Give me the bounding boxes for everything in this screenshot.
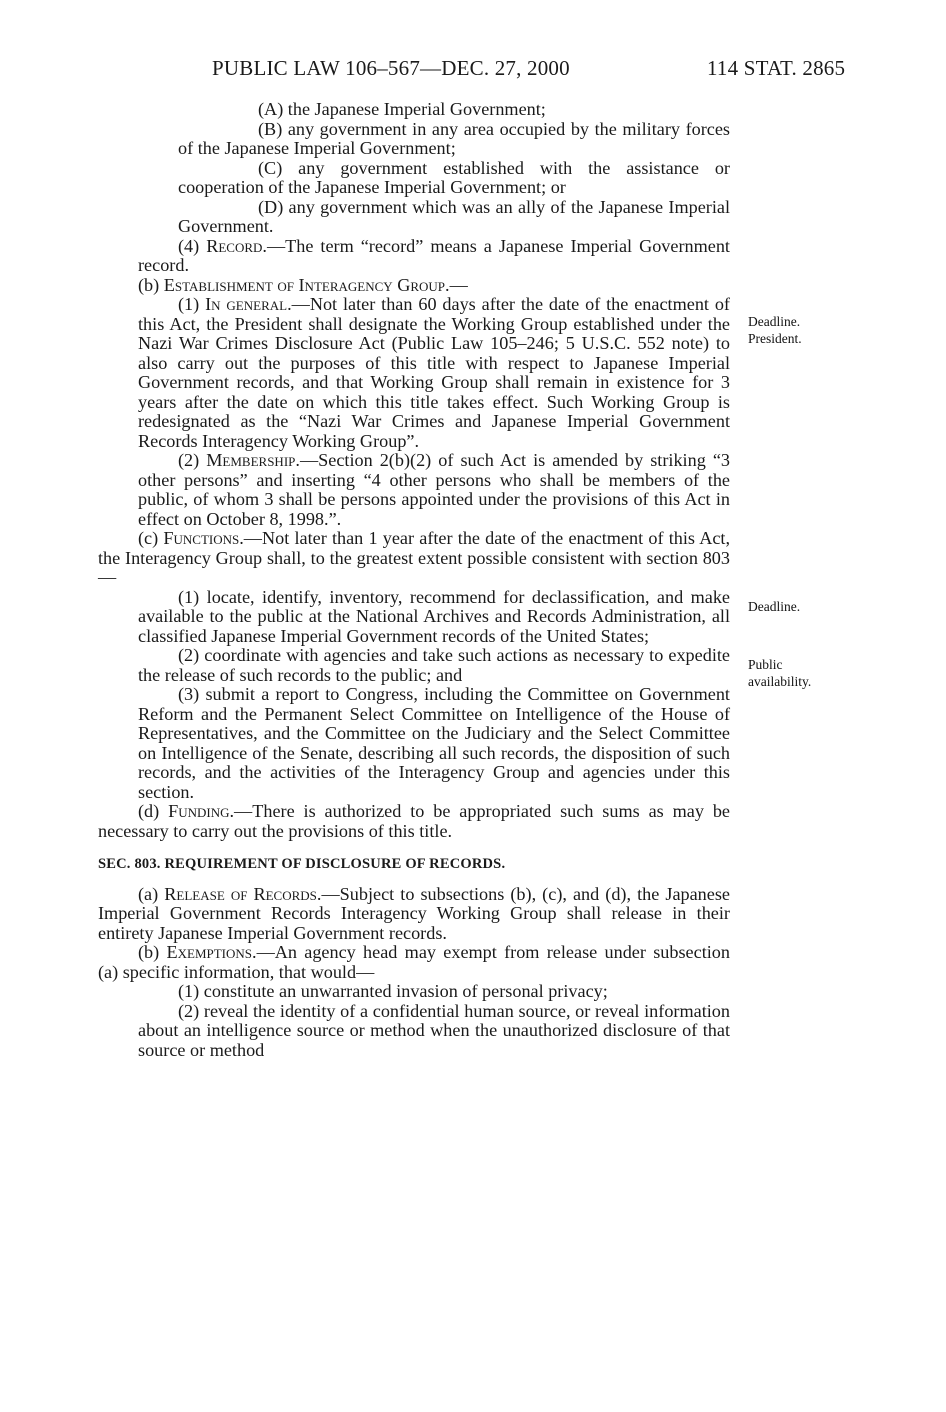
heading-record: Record.: [206, 235, 267, 256]
para-4-record: (4) Record.—The term “record” means a Japanese Imperial Government record.: [138, 235, 730, 275]
page-header: [212, 56, 872, 84]
subsection-803a: (a) Release of Records.—Subject to subsections (b), (c), and (d), the Japanese Imperial Government Records Interagency Working Group shall release in their entirety Japanese Imperial Government records.: [98, 883, 731, 943]
para-3D: (D) any government which was an ally of the Japanese Imperial Government.: [178, 196, 730, 236]
para-3B: (B) any government in any area occupied by the military forces of the Japanese Imperial Government;: [178, 118, 730, 158]
margin-note-deadline-1: Deadline. President.: [748, 314, 802, 346]
heading-exemptions: Exemptions.: [166, 942, 257, 962]
subsection-c: (c) Functions.—Not later than 1 year after the date of the enactment of this Act, the Interagency Group shall, to the greatest extent possible consistent with section 803—: [98, 528, 730, 587]
section-803-heading: SEC. 803. REQUIREMENT OF DISCLOSURE OF RECORDS.: [98, 856, 506, 872]
para-3A: (A) the Japanese Imperial Government;: [258, 99, 546, 119]
heading-membership: Membership.: [206, 450, 300, 470]
body-text: [98, 99, 731, 1060]
para-b1: (1) In general.—Not later than 60 days after the date of the enactment of this Act, the President shall designate the Working Group established under the Nazi War Crimes Disclosure Act (Public Law 105–246; 5 U.S.C. 552 note) to also carry out the purposes of this title with respect to Japanese Imperial Government records, and that Working Group shall remain in existence for 3 years after the date on which this title takes effect. Such Working Group is redesignated as the “Nazi War Crimes and Japanese Imperial Government Records Interagency Working Group”.: [138, 294, 730, 451]
para-c1: (1) locate, identify, inventory, recommend for declassification, and make available to the public at the National Archives and Records Administration, all classified Japanese Imperial Government records of the United States;: [138, 586, 730, 646]
running-head-title: PUBLIC LAW 106–567—DEC. 27, 2000: [212, 56, 570, 80]
heading-functions: Functions.: [163, 528, 244, 548]
para-803b2: (2) reveal the identity of a confidential human source, or reveal information about an intelligence source or method when the unauthorized disclosure of that source or method: [138, 1000, 730, 1060]
statute-page-number: 114 STAT. 2865: [707, 56, 846, 80]
para-c2: (2) coordinate with agencies and take such actions as necessary to expedite the release of such records to the public; and: [138, 645, 730, 685]
para-803b1: (1) constitute an unwarranted invasion of personal privacy;: [178, 981, 608, 1001]
subsection-b: (b) Establishment of Interagency Group.—: [138, 274, 468, 295]
para-b2: (2) Membership.—Section 2(b)(2) of such Act is amended by striking “3 other persons” and inserting “4 other persons who shall be members of the public, of whom 3 shall be persons appointed under the provisions of this Act in effect on October 8, 1998.”.: [138, 450, 730, 529]
para-3C: (C) any government established with the assistance or cooperation of the Japanese Imperial Government; or: [178, 157, 730, 197]
heading-in-general: In general.: [205, 294, 292, 314]
para-c3: (3) submit a report to Congress, including the Committee on Government Reform and the Permanent Select Committee on Intelligence of the House of Representatives, and the Committee on the Judiciary and the Select Committee on Intelligence of the Senate, describing all such records, the disposition of such records, and the activities of the Interagency Group and agencies under this section.: [138, 684, 730, 802]
heading-establishment: Establishment of Interagency Group.: [163, 274, 450, 295]
margin-note-deadline-2: Deadline.: [748, 599, 801, 614]
heading-funding: Funding.: [168, 801, 235, 821]
margin-note-public-availability: Public availability.: [748, 657, 812, 689]
subsection-d: (d) Funding.—There is authorized to be appropriated such sums as may be necessary to carry out the provisions of this title.: [98, 801, 730, 841]
subsection-803b: (b) Exemptions.—An agency head may exempt from release under subsection (a) specific information, that would—: [98, 942, 730, 982]
heading-release: Release of Records.: [164, 883, 322, 904]
